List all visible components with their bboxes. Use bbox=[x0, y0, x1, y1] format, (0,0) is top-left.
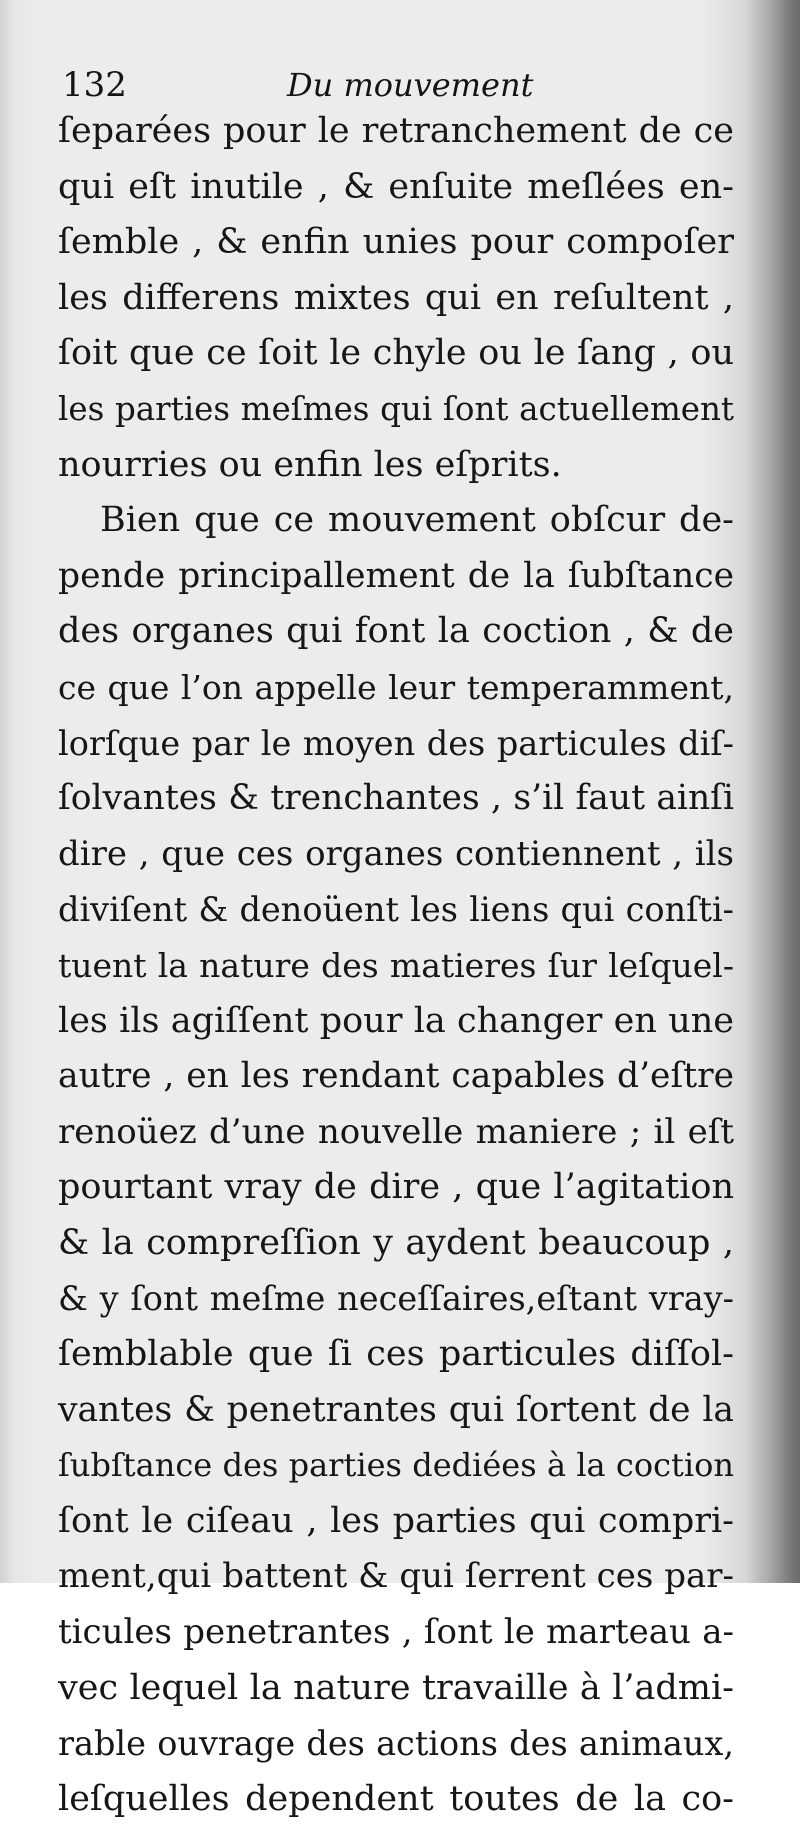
text-line: renoüez d’une nouvelle maniere ; il eſt bbox=[58, 1111, 734, 1152]
text-line: & y ſont meſme neceſſaires,eſtant vray- bbox=[58, 1279, 734, 1319]
text-line: ſeparées pour le retranchement de ce bbox=[58, 111, 734, 151]
text-line: les parties meſmes qui ſont actuellement bbox=[58, 389, 734, 428]
text-line: vec lequel la nature travaille à l’admi- bbox=[58, 1667, 734, 1708]
text-line: ticules penetrantes , ſont le marteau a- bbox=[58, 1612, 734, 1653]
text-line: ſont le ciſeau , les parties qui compri- bbox=[58, 1500, 734, 1541]
text-line: ſemble , & enfin unies pour compoſer bbox=[58, 222, 734, 263]
text-line: nourries ou enfin les eſprits. bbox=[58, 444, 562, 485]
text-line: ce que l’on appelle leur temperamment, bbox=[58, 667, 734, 707]
text-line: ſoit que ce ſoit le chyle ou le ſang , ou bbox=[58, 333, 734, 374]
text-line: les ils agiſſent pour la changer en une bbox=[58, 1000, 734, 1041]
text-line: & la compreſſion y aydent beaucoup , bbox=[58, 1222, 734, 1263]
text-line: rable ouvrage des actions des animaux, bbox=[58, 1724, 734, 1764]
text-line: ment,qui battent & qui ſerrent ces par- bbox=[58, 1556, 734, 1597]
text-line: pourtant vray de dire , que l’agitation bbox=[58, 1167, 734, 1208]
text-line: tuent la nature des matieres ſur leſquel- bbox=[58, 945, 734, 985]
text-line: lorſque par le moyen des particules diſ- bbox=[58, 723, 734, 763]
text-line: pende principallement de la ſubſtance bbox=[58, 555, 734, 596]
running-title: Du mouvement bbox=[287, 66, 534, 104]
text-line: dire , que ces organes contiennent , ils bbox=[58, 833, 734, 874]
page-header bbox=[62, 60, 742, 110]
text-line: ſemblable que ſi ces particules diſſol- bbox=[58, 1334, 734, 1375]
text-line: diviſent & denoüent les liens qui conſti- bbox=[58, 890, 734, 930]
text-line: les differens mixtes qui en reſultent , bbox=[58, 277, 734, 318]
text-line: Bien que ce mouvement obſcur de- bbox=[100, 500, 734, 541]
text-line: autre , en les rendant capables d’eſtre bbox=[58, 1056, 734, 1097]
body-text bbox=[58, 104, 734, 1827]
text-line: des organes qui font la coction , & de bbox=[58, 611, 734, 652]
text-line: ſolvantes & trenchantes , s’il faut ainſi bbox=[58, 778, 734, 819]
page-number: 132 bbox=[62, 65, 127, 105]
text-line: leſquelles dependent toutes de la co- bbox=[58, 1778, 734, 1819]
text-line: ſubſtance des parties dediées à la coction bbox=[58, 1446, 734, 1485]
text-line: qui eſt inutile , & enſuite meſlées en- bbox=[58, 166, 734, 207]
text-line: vantes & penetrantes qui ſortent de la bbox=[58, 1389, 734, 1430]
